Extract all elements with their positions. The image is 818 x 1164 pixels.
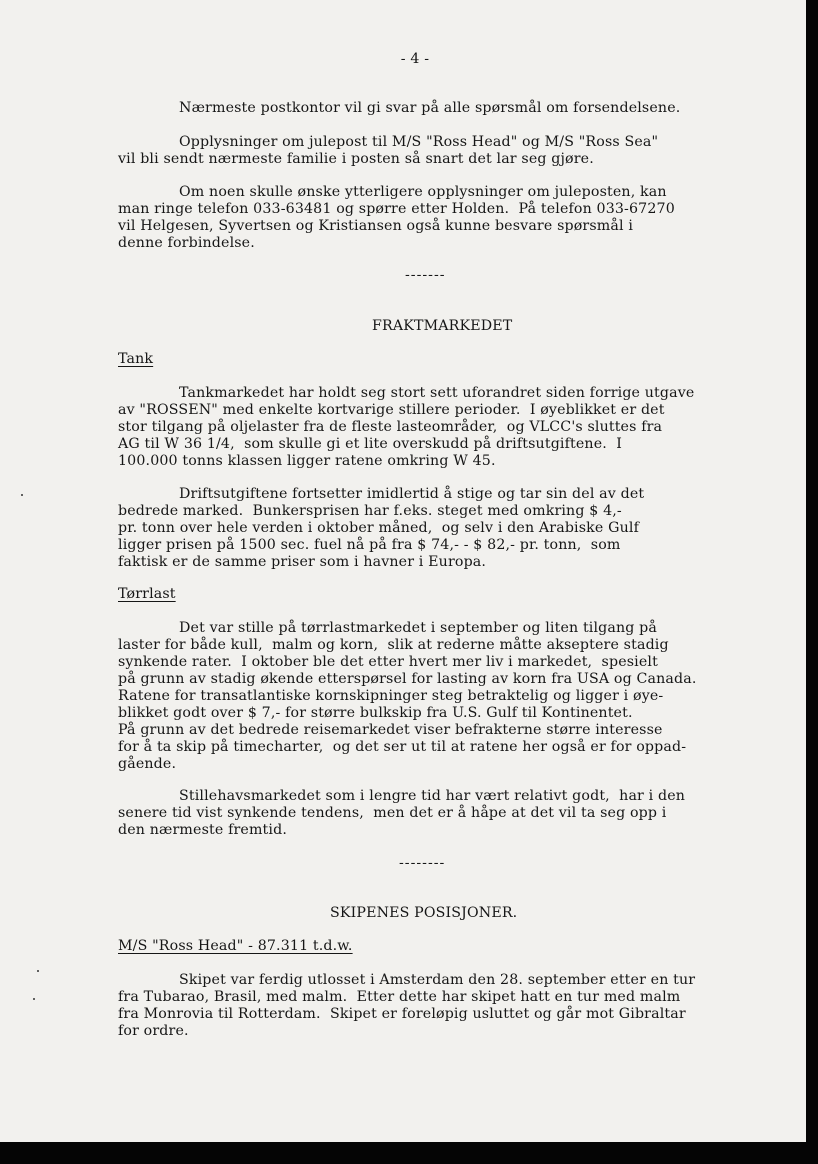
text-line: gående. [118, 756, 177, 772]
text-line: fra Tubarao, Brasil, med malm. Etter dette har skipet hatt en tur med malm [118, 989, 681, 1005]
text-line: for ordre. [118, 1023, 189, 1039]
text-line: Skipet var ferdig utlosset i Amsterdam den 28. september etter en tur [179, 972, 696, 988]
subheading-ross-head: M/S "Ross Head" - 87.311 t.d.w. [118, 938, 353, 954]
scan-border-bottom [0, 1142, 818, 1164]
text-line: denne forbindelse. [118, 235, 255, 251]
text-line: på grunn av stadig økende etterspørsel for lasting av korn fra USA og Canada. [118, 671, 697, 687]
section-heading-fraktmarkedet: FRAKTMARKEDET [372, 318, 513, 334]
subheading-tank: Tank [118, 351, 154, 367]
text-line: fra Monrovia til Rotterdam. Skipet er foreløpig usluttet og går mot Gibraltar [118, 1006, 686, 1022]
scan-speck [37, 970, 39, 972]
text-line: Ratene for transatlantiske kornskipninger steg betraktelig og ligger i øye- [118, 688, 664, 704]
text-line: vil bli sendt nærmeste familie i posten så snart det lar seg gjøre. [118, 151, 594, 167]
text-line: ligger prisen på 1500 sec. fuel nå på fra $ 74,- - $ 82,- pr. tonn, som [118, 537, 621, 553]
text-line: pr. tonn over hele verden i oktober måned, og selv i den Arabiske Gulf [118, 520, 639, 536]
text-line: 100.000 tonns klassen ligger ratene omkring W 45. [118, 453, 496, 469]
scan-speck [33, 998, 35, 1000]
text-line: for å ta skip på timecharter, og det ser ut til at ratene her også er for oppad- [118, 739, 687, 755]
page-number: - 4 - [400, 51, 430, 67]
scan-speck [21, 494, 23, 496]
text-line: synkende rater. I oktober ble det etter hvert mer liv i markedet, spesielt [118, 654, 658, 670]
text-line: vil Helgesen, Syvertsen og Kristiansen også kunne besvare spørsmål i [118, 218, 634, 234]
section-heading-skipenes-posisjoner: SKIPENES POSISJONER. [330, 905, 518, 921]
text-line: Driftsutgiftene fortsetter imidlertid å stige og tar sin del av det [179, 486, 645, 502]
text-line: På grunn av det bedrede reisemarkedet viser befrakterne større interesse [118, 722, 663, 738]
text-line: faktisk er de samme priser som i havner i Europa. [118, 554, 487, 570]
text-line: senere tid vist synkende tendens, men det er å håpe at det vil ta seg opp i [118, 805, 667, 821]
text-line: den nærmeste fremtid. [118, 822, 287, 838]
text-line: Om noen skulle ønske ytterligere opplysninger om juleposten, kan [179, 184, 667, 200]
section-separator: ------- [405, 267, 446, 283]
text-line: Tankmarkedet har holdt seg stort sett uforandret siden forrige utgave [179, 385, 695, 401]
text-line: Opplysninger om julepost til M/S "Ross Head" og M/S "Ross Sea" [179, 134, 659, 150]
text-line: AG til W 36 1/4, som skulle gi et lite overskudd på driftsutgiftene. I [118, 436, 622, 452]
text-line: Stillehavsmarkedet som i lengre tid har vært relativt godt, har i den [179, 788, 686, 804]
section-separator: -------- [399, 855, 446, 871]
paragraph-postkontor: Nærmeste postkontor vil gi svar på alle spørsmål om forsendelsene. [179, 100, 681, 116]
text-line: laster for både kull, malm og korn, slik at rederne måtte akseptere stadig [118, 637, 669, 653]
subheading-torrlast: Tørrlast [118, 586, 176, 602]
text-line: man ringe telefon 033-63481 og spørre etter Holden. På telefon 033-67270 [118, 201, 675, 217]
text-line: Det var stille på tørrlastmarkedet i september og liten tilgang på [179, 620, 658, 636]
text-line: av "ROSSEN" med enkelte kortvarige stillere perioder. I øyeblikket er det [118, 402, 665, 418]
text-line: stor tilgang på oljelaster fra de fleste lasteområder, og VLCC's sluttes fra [118, 419, 663, 435]
text-line: blikket godt over $ 7,- for større bulkskip fra U.S. Gulf til Kontinentet. [118, 705, 633, 721]
scan-border-right [806, 0, 818, 1164]
text-line: bedrede marked. Bunkersprisen har f.eks. steget med omkring $ 4,- [118, 503, 622, 519]
